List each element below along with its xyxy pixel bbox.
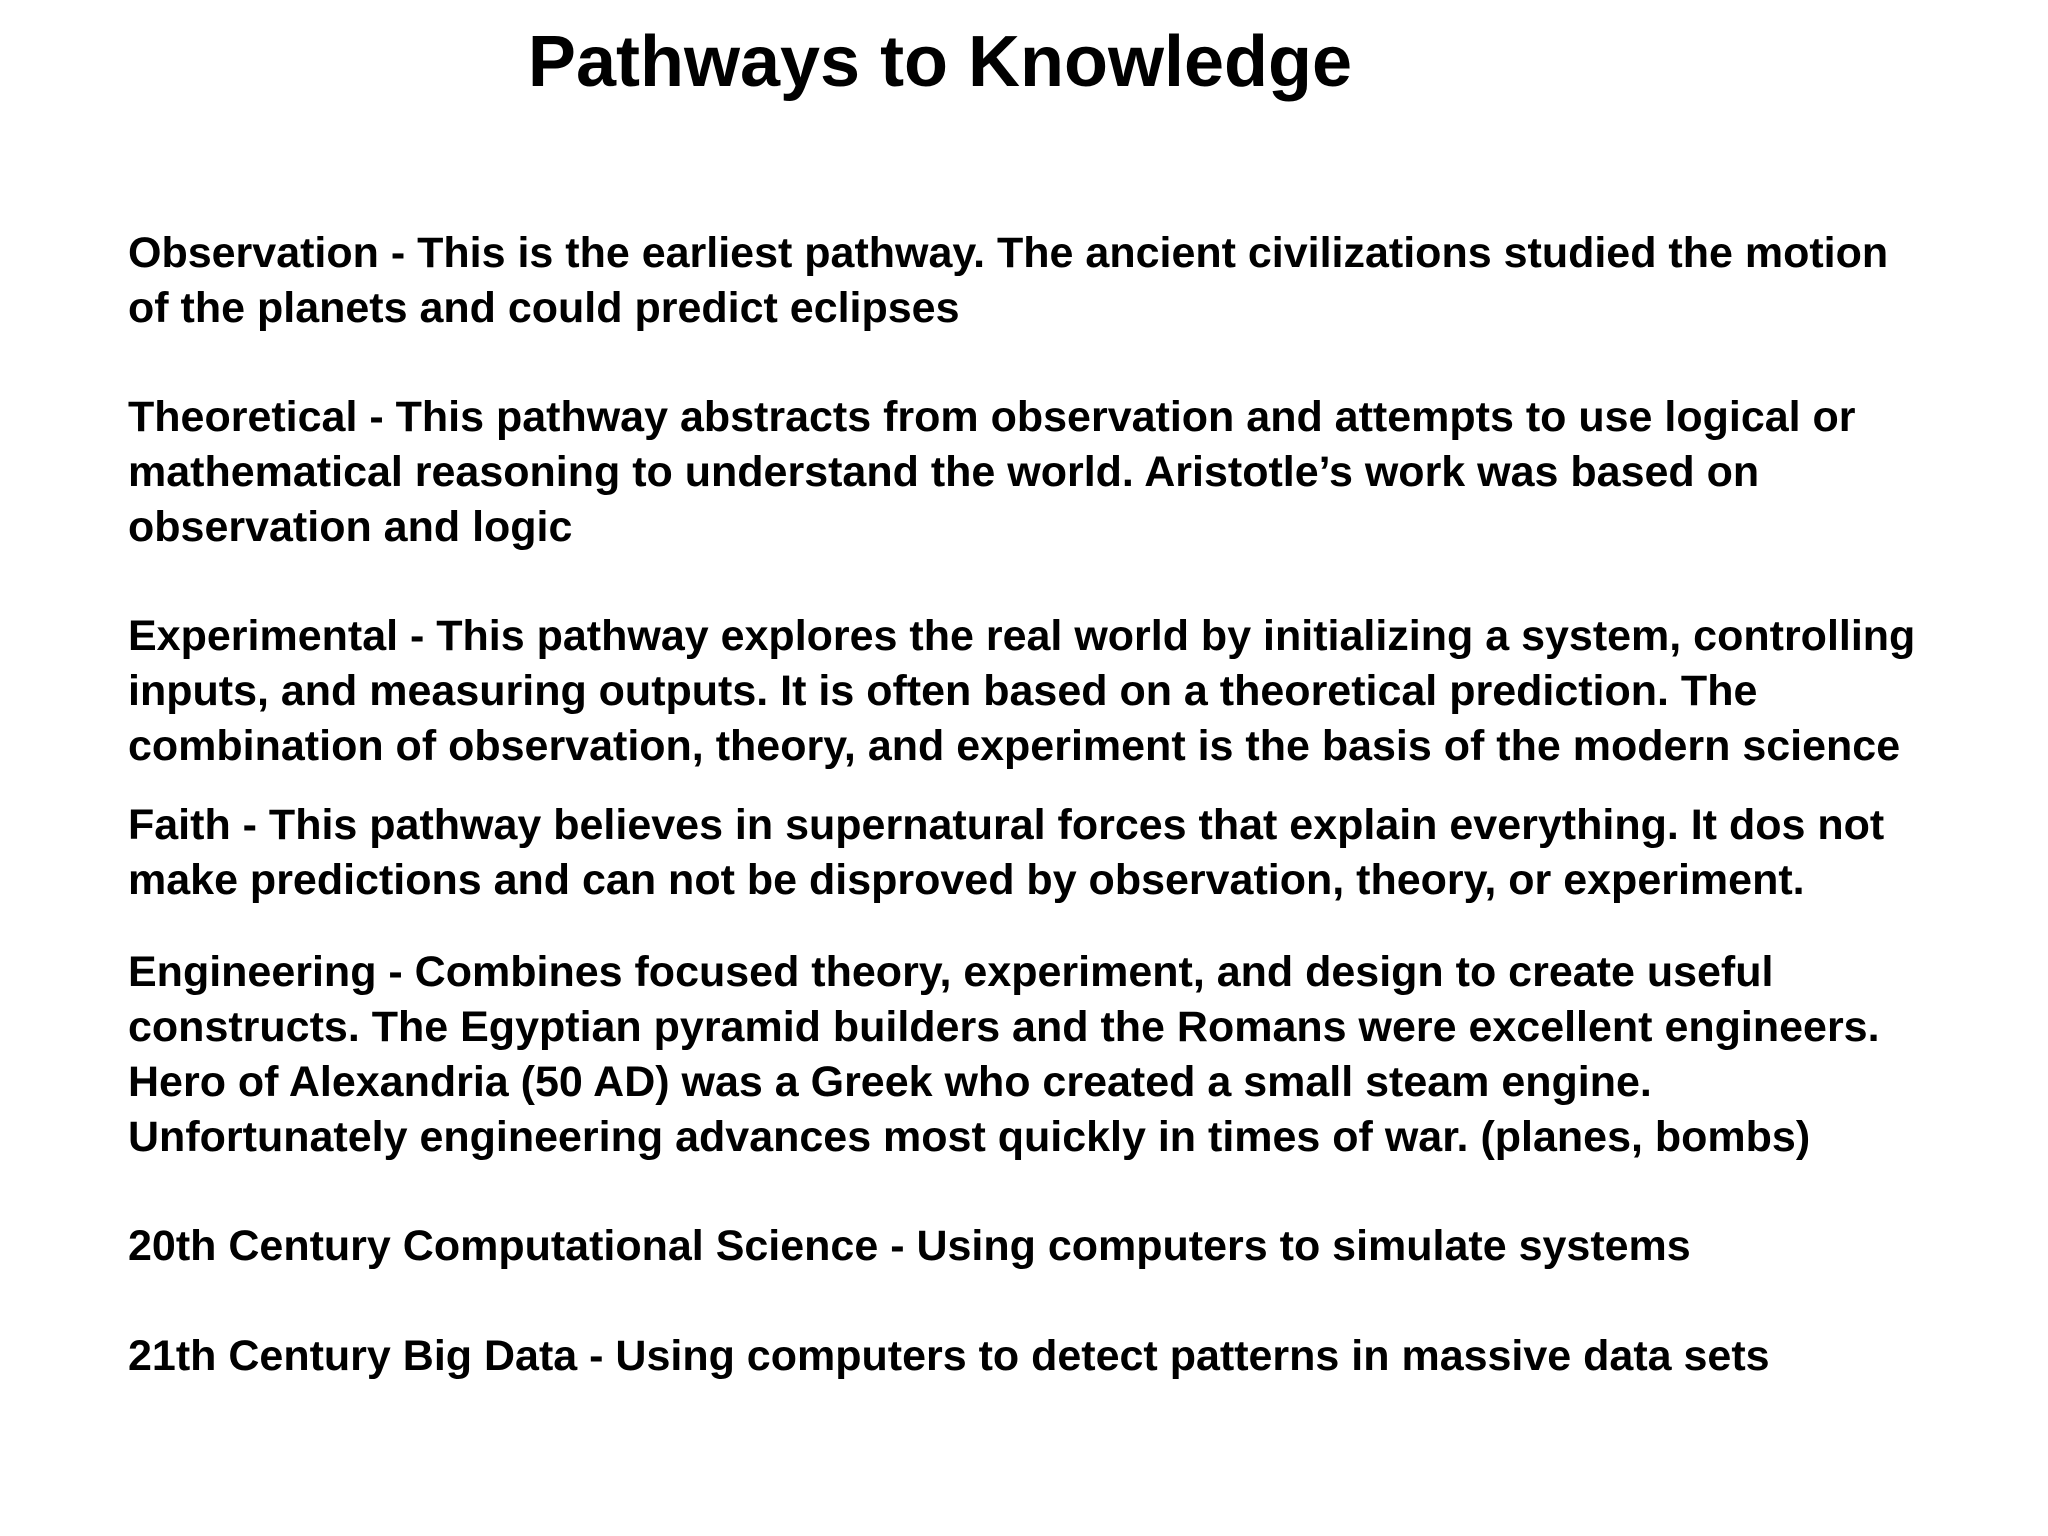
paragraph-line: Observation - This is the earliest pathway. The ancient civilizations studied the motion: [128, 229, 1889, 277]
paragraph-big-data: [128, 1329, 1998, 1384]
paragraph-line: 21th Century Big Data - Using computers to detect patterns in massive data sets: [128, 1332, 1770, 1380]
paragraph-engineering: [128, 945, 1998, 1165]
paragraph-line: Engineering - Combines focused theory, experiment, and design to create useful: [128, 948, 1774, 996]
paragraph-line: of the planets and could predict eclipses: [128, 284, 960, 332]
paragraph-faith: [128, 798, 1998, 908]
paragraph-line: Unfortunately engineering advances most quickly in times of war. (planes, bombs): [128, 1113, 1811, 1161]
paragraph-observation: [128, 226, 1998, 336]
paragraph-line: constructs. The Egyptian pyramid builders and the Romans were excellent engineers.: [128, 1003, 1880, 1051]
paragraph-line: Hero of Alexandria (50 AD) was a Greek who created a small steam engine.: [128, 1058, 1652, 1106]
paragraph-line: inputs, and measuring outputs. It is often based on a theoretical prediction. The: [128, 667, 1758, 715]
paragraph-line: make predictions and can not be disproved by observation, theory, or experiment.: [128, 856, 1805, 904]
paragraph-experimental: [128, 609, 1998, 774]
paragraph-line: mathematical reasoning to understand the world. Aristotle’s work was based on: [128, 448, 1760, 496]
paragraph-line: Faith - This pathway believes in supernatural forces that explain everything. It dos not: [128, 801, 1885, 849]
page-title: Pathways to Knowledge: [527, 22, 1353, 102]
paragraph-line: combination of observation, theory, and experiment is the basis of the modern science: [128, 722, 1901, 770]
paragraph-theoretical: [128, 390, 1998, 555]
paragraph-line: observation and logic: [128, 503, 573, 551]
paragraph-computational: [128, 1219, 1998, 1274]
paragraph-line: 20th Century Computational Science - Using computers to simulate systems: [128, 1222, 1691, 1270]
paragraph-line: Experimental - This pathway explores the real world by initializing a system, controlling: [128, 612, 1916, 660]
paragraph-line: Theoretical - This pathway abstracts from observation and attempts to use logical or: [128, 393, 1856, 441]
